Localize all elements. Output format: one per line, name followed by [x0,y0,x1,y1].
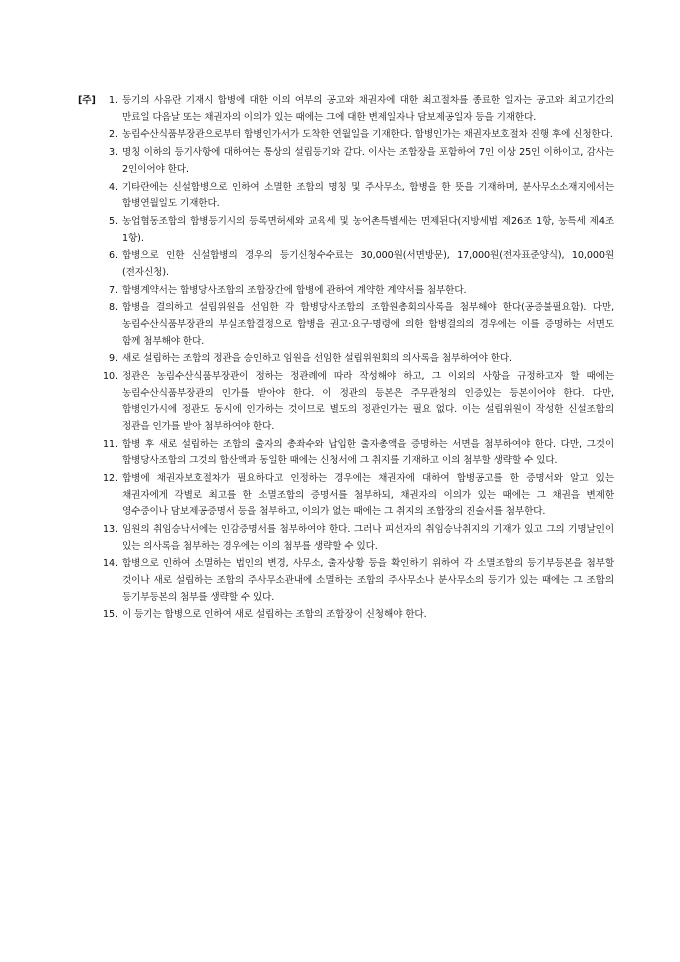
note-item [78,437,614,470]
note-number: 12. [103,473,118,485]
note-number: 14. [103,558,118,570]
note-item [78,607,614,624]
note-number: 1. [109,95,118,106]
note-text: 합병을 결의하고 설립위원을 선임한 각 합병당사조합의 조합원총회의사록을 첨부해야 한다(공증불필요함). 다만, 농림수산식품부장관의 부실조합결정으로 합병을 권고·요구·명령에 의한 합병결의의 경우에는 이를 증명하는 서면도 함께 첨부해야 한다. [122,302,614,347]
note-text: 정관은 농림수산식품부장관이 정하는 정관례에 따라 작성해야 하고, 그 이외의 사항을 규정하고자 할 때에는 농림수산식품부장관의 인가를 받아야 한다. 이 정관의 등본은 주무관청의 인증있는 등본이어야 한다. 다만, 합병인가시에 정관도 동시에 인가하는 것이므로 별도의 정관인가는 필요 없다. 이는 설립위원이 작성한 신설조합의 정관을 인가를 받아 첨부하여야 한다. [122,371,614,432]
note-text: 합병으로 인한 신설합병의 경우의 등기신청수수료는 30,000원(서면방문), 17,000원(전자표준양식), 10,000원(전자신청). [122,250,614,278]
note-number: 15. [103,609,118,621]
note-text: 기타란에는 신설합병으로 인하여 소멸한 조합의 명칭 및 주사무소, 합병을 한 뜻을 기재하며, 분사무소소재지에서는 합병연월일도 기재한다. [122,181,614,210]
note-number: 3. [109,147,118,159]
note-number: 4. [109,181,118,193]
note-number: 7. [109,284,118,296]
note-item [78,556,614,606]
note-text: 명칭 이하의 등기사항에 대하여는 통상의 설립등기와 같다. 이사는 조합장을 포함하여 7인 이상 25인 이하이고, 감사는 2인이어야 한다. [122,147,614,175]
note-tag: [주] [78,95,96,106]
note-item [78,127,614,144]
note-item [78,283,614,300]
note-text: 합병계약서는 합병당사조합의 조합장간에 합병에 관하여 계약한 계약서를 첨부한다. [122,284,467,296]
note-item [78,369,614,435]
note-text: 합병에 채권자보호절차가 필요하다고 인정하는 경우에는 채권자에 대하여 합병공고를 한 증명서와 알고 있는 채권자에게 각별로 최고를 한 소멸조합의 증명서를 첨부하되, 채권자의 이의가 있는 때에는 그 채권을 변제한 영수증이나 담보제공증명서 등을 첨부하고, 이의가 없는 때에는 그 취지의 조합장의 진술서를 첨부한다. [122,473,614,518]
note-item [78,248,614,281]
note-text: 합병 후 새로 설립하는 조합의 출자의 총좌수와 납입한 출자총액을 증명하는 서면을 첨부하여야 한다. 다만, 그것이 합병당사조합의 그것의 합산액과 동일한 때에는 신청서에 그 취지를 기재하고 이의 첨부할 생략할 수 있다. [122,438,614,467]
note-number: 2. [109,129,118,141]
note-text: 이 등기는 합병으로 인하여 새로 설립하는 조합의 조합장이 신청해야 한다. [122,609,427,621]
note-item [78,300,614,350]
note-text: 임원의 취임승낙서에는 인감증명서를 첨부하여야 한다. 그러나 피선자의 취임승낙취지의 기재가 있고 그의 기명날인이 있는 의사록을 첨부하는 경우에는 이의 첨부를 생략할 수 있다. [122,524,614,552]
notes-list [78,93,614,625]
note-item [78,145,614,178]
note-number: 13. [103,524,118,536]
note-number: 5. [109,215,118,227]
note-item [78,351,614,368]
note-number: 9. [109,353,118,365]
note-text: 등기의 사유란 기재시 합병에 대한 이의 여부의 공고와 채권자에 대한 최고절차를 종료한 일자는 공고와 최고기간의 만료일 다음날 또는 채권자의 이의가 있는 때에는 그에 대한 변제일자나 담보제공일자 등을 기재한다. [122,95,614,123]
note-number: 6. [109,250,118,262]
note-item [78,471,614,521]
note-item [78,522,614,555]
note-text: 농림수산식품부장관으로부터 합병인가서가 도착한 연월일을 기재한다. 합병인가는 채권자보호절차 진행 후에 신청한다. [122,129,613,141]
note-text: 농업협동조합의 합병등기시의 등록면허세와 교육세 및 농어촌특별세는 면제된다(지방세법 제26조 1항, 농특세 제4조 1항). [122,215,614,244]
note-text: 합병으로 인하여 소멸하는 법인의 변경, 사무소, 출자상황 등을 확인하기 위하여 각 소멸조합의 등기부등본을 첨부할 것이나 새로 설립하는 조합의 주사무소관내에 소멸하는 조합의 주사무소나 분사무소의 등기가 있는 때에는 그 조합의 등기부등본의 첨부를 생략할 수 있다. [122,558,614,603]
note-number: 10. [103,371,118,383]
note-number: 8. [109,302,118,314]
note-item [78,214,614,247]
note-text: 새로 설립하는 조합의 정관을 승인하고 임원을 선임한 설립위원회의 의사록을 첨부하여야 한다. [122,353,512,365]
note-item [78,93,614,126]
note-number: 11. [103,438,118,450]
note-item [78,180,614,213]
